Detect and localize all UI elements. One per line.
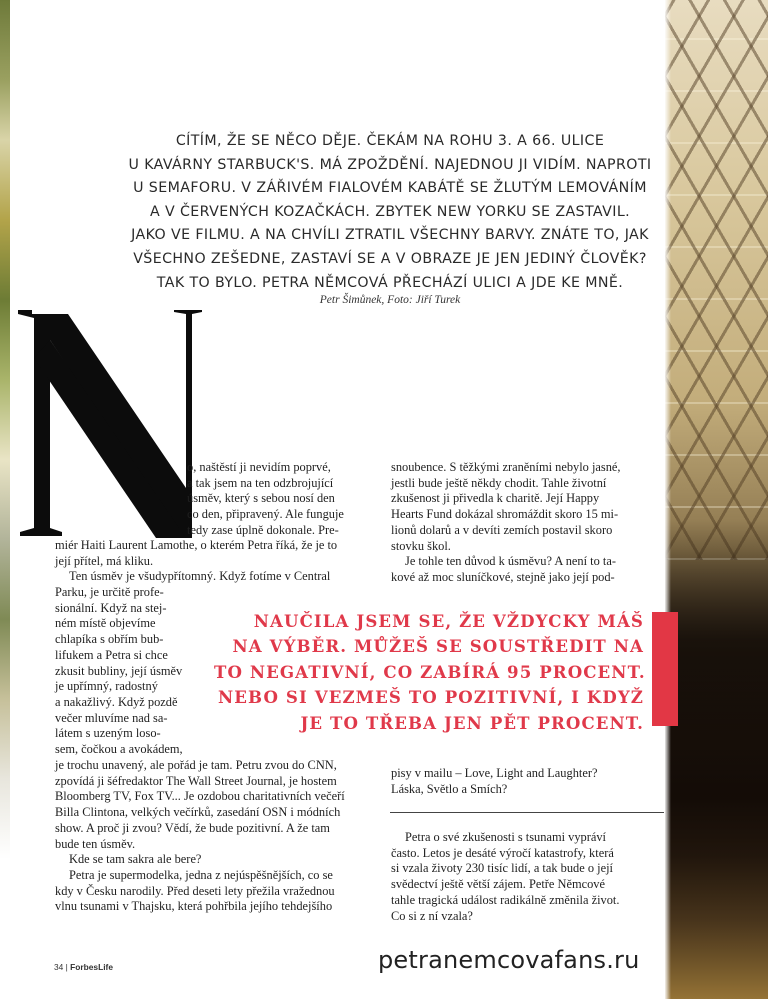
text-line: snoubence. S těžkými zraněními nebylo jasné, (391, 460, 621, 474)
pull-quote-line: NA VÝBĚR. MŮŽEŠ SE SOUSTŘEDIT NA (232, 636, 644, 657)
column-divider-rule (390, 812, 664, 813)
text-line: show. A proč ji zvou? Vědí, že bude pozitivní. A že tam (55, 820, 330, 835)
text-line: jestli bude ještě někdy chodit. Tahle životní (391, 475, 607, 490)
text-line: zkusit bubliny, její úsměv (55, 663, 183, 678)
text-line: Láska, Světlo a Smích? (391, 781, 508, 796)
photo-shadow (665, 520, 768, 999)
text-line: svědectví ještě větší zájem. Petře Němcové (391, 877, 605, 892)
text-line: sem, čočkou a avokádem, (55, 742, 183, 757)
text-line: sionální. Když na stej- (55, 600, 167, 615)
column2-mid (391, 766, 597, 797)
pull-quote-line: NEBO SI VEZMEŠ TO POZITIVNÍ, I KDYŽ (218, 687, 644, 708)
text-line: Kde se tam sakra ale bere? (69, 852, 202, 867)
column2-top (391, 460, 621, 586)
text-line: co den, připravený. Ale funguje (187, 507, 344, 522)
text-line: Hearts Fund dokázal shromáždit skoro 15 mi- (391, 507, 619, 522)
text-line: Bloomberg TV, Fox TV... Je ozdobou charitativních večeří (55, 789, 345, 804)
magazine-brand: ForbesLife (70, 962, 113, 972)
text-line: kdy v Česku narodily. Před deseti lety přežila vražednou (55, 883, 335, 898)
text-line: často. Letos je desáté výročí katastrofy, která (391, 845, 614, 860)
text-line: je upřímný, radostný (55, 679, 158, 694)
watermark: petranemcovafans.ru (378, 946, 640, 974)
intro-line: CÍTÍM, ŽE SE NĚCO DĚJE. ČEKÁM NA ROHU 3. A 66. ULICE (175, 133, 605, 149)
text-line: ném místě objevíme (55, 616, 156, 631)
pull-quote-line: JE TO TŘEBA JEN PĚT PROCENT. (300, 712, 644, 733)
text-line: stovku škol. (391, 538, 451, 553)
drop-cap-n (6, 248, 216, 538)
pull-quote (214, 609, 644, 736)
intro-line: A V ČERVENÝCH KOZAČKÁCH. ZBYTEK NEW YORKU SE ZASTAVIL. (149, 203, 631, 220)
text-line: si vzala životy 230 tisíc lidí, a tak bude o její (391, 861, 613, 876)
text-line: zpovídá ji šéfredaktor The Wall Street Journal, je hostem (55, 773, 337, 788)
text-line: a nakažlivý. Když pozdě (55, 694, 178, 709)
column1-bottom (55, 758, 345, 915)
text-line: Billa Clintona, velkých večírků, zasedání OSN i módních (55, 805, 341, 820)
text-line: zkušenost ji přivedla k charitě. Její Happy (391, 491, 600, 506)
pull-quote-accent-bar (652, 612, 678, 726)
text-line: úsměv, který s sebou nosí den (187, 491, 335, 506)
text-line: Parku, je určitě profe- (55, 585, 164, 599)
author-photo-credit: Petr Šimůnek, Foto: Jiří Turek (319, 294, 461, 306)
architecture-photo (665, 0, 768, 999)
column1-narrow (55, 585, 183, 758)
text-line: kové až moc sluníčkové, stejně jako její pod- (391, 569, 615, 584)
text-line: látem s uzeným loso- (55, 726, 161, 741)
text-line: a tak jsem na ten odzbrojující (187, 475, 334, 490)
text-line: její přítel, má kliku. (55, 553, 154, 568)
text-line: je trochu unavený, ale pořád je tam. Petru zvou do CNN, (55, 758, 337, 772)
text-line: miér Haiti Laurent Lamothe, o kterém Petra říká, že je to (55, 538, 338, 552)
text-line: Ten úsměv je všudypřítomný. Když fotíme v Central (69, 569, 331, 584)
pull-quote-line: NAUČILA JSEM SE, ŽE VŽDYCKY MÁŠ (253, 611, 644, 631)
intro-line: U KAVÁRNY STARBUCK'S. MÁ ZPOŽDĚNÍ. NAJEDNOU JI VIDÍM. NAPROTI (128, 156, 652, 173)
intro-line: JAKO VE FILMU. A NA CHVÍLI ZTRATIL VŠECHNY BARVY. ZNÁTE TO, JAK (131, 227, 649, 244)
text-line: tahle tragická událost radikálně změnila život. (391, 892, 620, 907)
text-line: Je tohle ten důvod k úsměvu? A není to ta- (405, 554, 616, 569)
text-line: bude ten úsměv. (55, 836, 136, 851)
footer-separator: | (65, 962, 68, 972)
column2-bottom (391, 830, 619, 924)
text-line: pisy v mailu – Love, Light and Laughter? (391, 766, 598, 780)
text-line: Co si z ní vzala? (391, 908, 473, 923)
text-line: vlnu tsunami v Thajsku, která pohřbila jejího tehdejšího (55, 899, 333, 914)
page-footer (54, 962, 113, 972)
text-line: lionů dolarů a v devíti zemích postavil skoro (391, 522, 613, 537)
text-line: o, naštěstí ji nevidím poprvé, (187, 460, 331, 474)
column1-full (55, 538, 337, 585)
text-line: chlapíka s obřím bub- (55, 632, 164, 647)
photo-edge (665, 0, 671, 999)
column1-intro (187, 460, 344, 539)
intro-line: TAK TO BYLO. PETRA NĚMCOVÁ PŘECHÁZÍ ULICI A JDE KE MNĚ. (156, 274, 624, 291)
text-line: tedy zase úplně dokonale. Pre- (187, 522, 339, 537)
text-line: Petra je supermodelka, jedna z nejúspěšnějších, co se (69, 867, 333, 882)
lattice-pattern (665, 0, 768, 560)
page-number: 34 (54, 962, 64, 972)
pull-quote-line: TO NEGATIVNÍ, CO ZABÍRÁ 95 PROCENT. (214, 661, 646, 682)
text-line: večer mluvíme nad sa- (55, 710, 168, 725)
intro-line: U SEMAFORU. V ZÁŘIVÉM FIALOVÉM KABÁTĚ SE ŽLUTÝM LEMOVÁNÍM (133, 180, 647, 197)
text-line: lifukem a Petra si chce (55, 647, 168, 662)
text-line: Petra o své zkušenosti s tsunami vypráví (405, 830, 606, 844)
intro-line: VŠECHNO ZEŠEDNE, ZASTAVÍ SE A V OBRAZE JE JEN JEDINÝ ČLOVĚK? (133, 250, 647, 267)
